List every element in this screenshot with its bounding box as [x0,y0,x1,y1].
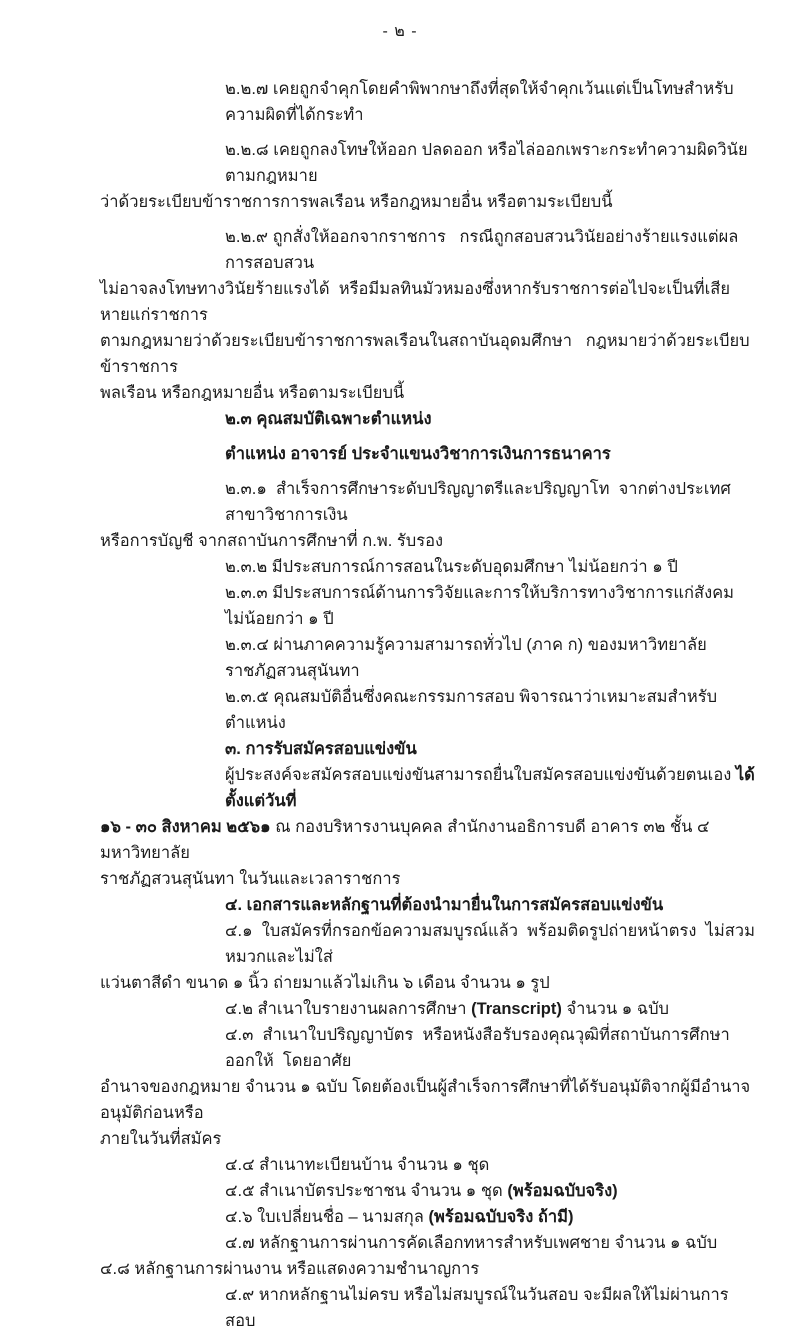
text-segment: ณ กองบริหารงานบุคคล สำนักงานอธิการบดี อาคาร ๓๒ ชั้น ๔ มหาวิทยาลัย [100,818,715,862]
text-segment-bold: (Transcript) [471,1000,562,1018]
text-segment: ๔.๙ หากหลักฐานไม่ครบ หรือไม่สมบูรณ์ในวันสอบ จะมีผลให้ไม่ผ่านการสอบ [225,1286,729,1330]
text-segment-bold: ๓. การรับสมัครสอบแข่งขัน [225,740,417,758]
text-segment-bold: ๒.๓ คุณสมบัติเฉพาะตำแหน่ง [225,410,432,428]
text-segment: ๔.๑ ใบสมัครที่กรอกข้อความสมบูรณ์แล้ว พร้อมติดรูปถ่ายหน้าตรง ไม่สวมหมวกและไม่ใส่ [225,922,755,966]
line-2-3-3 [100,580,756,632]
text-segment: ๔.๔ สำเนาทะเบียนบ้าน จำนวน ๑ ชุด [225,1156,490,1174]
heading-3 [100,736,756,762]
line-4-6 [100,1204,756,1230]
text-segment-bold: (พร้อมฉบับจริง ถ้ามี) [428,1208,574,1226]
line-3-dates [100,814,756,866]
line-4-3-cont-1 [100,1074,756,1126]
line-3-intro [100,762,756,814]
text-segment: ๔.๒ สำเนาใบรายงานผลการศึกษา [225,1000,472,1018]
line-2-2-8 [100,137,756,189]
text-segment: อำนาจของกฎหมาย จำนวน ๑ ฉบับ โดยต้องเป็นผู้สำเร็จการศึกษาที่ได้รับอนุมัติจากผู้มีอำนาจอนุมัติก่อนหรือ [100,1078,751,1122]
text-segment: ตามกฎหมายว่าด้วยระเบียบข้าราชการพลเรือนในสถาบันอุดมศึกษา กฎหมายว่าด้วยระเบียบข้าราชการ [100,332,750,376]
text-segment: จำนวน ๑ ฉบับ [561,1000,670,1018]
text-segment-bold: ๔. เอกสารและหลักฐานที่ต้องนำมายื่นในการสมัครสอบแข่งขัน [225,896,664,914]
text-segment: หรือการบัญชี จากสถาบันการศึกษาที่ ก.พ. รับรอง [100,532,444,550]
heading-2-3 [100,406,756,432]
text-segment: ผู้ประสงค์จะสมัครสอบแข่งขันสามารถยื่นใบสมัครสอบแข่งขันด้วยตนเอง [225,766,736,784]
text-segment: ๒.๓.๒ มีประสบการณ์การสอนในระดับอุดมศึกษา ไม่น้อยกว่า ๑ ปี [225,558,678,576]
text-segment: ๔.๖ ใบเปลี่ยนชื่อ – นามสกุล [225,1208,429,1226]
text-segment: ๒.๓.๕ คุณสมบัติอื่นซึ่งคณะกรรมการสอบ พิจารณาว่าเหมาะสมสำหรับตำแหน่ง [225,688,718,732]
text-segment-bold: ๑๖ - ๓๐ สิงหาคม ๒๕๖๑ [100,818,271,836]
line-2-2-9-cont-1 [100,276,756,328]
line-4-8 [100,1256,756,1282]
document-body [0,76,800,1334]
text-segment: ๔.๕ สำเนาบัตรประชาชน จำนวน ๑ ชุด [225,1182,508,1200]
line-2-2-9-cont-2 [100,328,756,380]
line-2-2-9 [100,224,756,276]
text-segment: ๒.๒.๙ ถูกสั่งให้ออกจากราชการ กรณีถูกสอบสวนวินัยอย่างร้ายแรงแต่ผลการสอบสวน [225,228,739,272]
text-segment: ราชภัฏสวนสุนันทา ในวันและเวลาราชการ [100,870,401,888]
line-4-1-cont [100,970,756,996]
text-segment: พลเรือน หรือกฎหมายอื่น หรือตามระเบียบนี้ [100,384,405,402]
text-segment: ๒.๒.๘ เคยถูกลงโทษให้ออก ปลดออก หรือไล่ออกเพราะกระทำความผิดวินัย ตามกฎหมาย [225,141,753,185]
text-segment: ว่าด้วยระเบียบข้าราชการการพลเรือน หรือกฎหมายอื่น หรือตามระเบียบนี้ [100,193,613,211]
text-segment: ๒.๒.๗ เคยถูกจำคุกโดยคำพิพากษาถึงที่สุดให้จำคุกเว้นแต่เป็นโทษสำหรับความผิดที่ได้กระทำ [225,80,734,124]
line-4-1 [100,918,756,970]
line-2-3-4 [100,632,756,684]
text-segment: แว่นตาสีดำ ขนาด ๑ นิ้ว ถ่ายมาแล้วไม่เกิน ๖ เดือน จำนวน ๑ รูป [100,974,550,992]
line-2-3-5 [100,684,756,736]
text-segment: ๒.๓.๑ สำเร็จการศึกษาระดับปริญญาตรีและปริญญาโท จากต่างประเทศ สาขาวิชาการเงิน [225,480,740,524]
line-2-3-1 [100,476,756,528]
text-segment-bold: ตำแหน่ง อาจารย์ ประจำแขนงวิชาการเงินการธนาคาร [225,445,611,463]
text-segment: ไม่อาจลงโทษทางวินัยร้ายแรงได้ หรือมีมลทินมัวหมองซึ่งหากรับราชการต่อไปจะเป็นที่เสียหายแก่ราชการ [100,280,731,324]
page-number: - ๒ - [382,23,418,40]
text-segment: ๔.๘ หลักฐานการผ่านงาน หรือแสดงความชำนาญการ [100,1260,480,1278]
line-3-cont [100,866,756,892]
line-4-7 [100,1230,756,1256]
line-4-3 [100,1022,756,1074]
line-4-2 [100,996,756,1022]
text-segment: ๒.๓.๓ มีประสบการณ์ด้านการวิจัยและการให้บริการทางวิชาการแก่สังคม ไม่น้อยกว่า ๑ ปี [225,584,739,628]
text-segment-bold: (พร้อมฉบับจริง) [507,1182,618,1200]
line-4-9 [100,1282,756,1334]
line-2-3-1-cont [100,528,756,554]
line-2-3-2 [100,554,756,580]
line-2-2-7 [100,76,756,128]
heading-4 [100,892,756,918]
text-segment-bold: ได้ตั้งแต่วันที่ [225,766,755,810]
line-4-3-cont-2 [100,1126,756,1152]
text-segment: ๔.๓ สำเนาใบปริญญาบัตร หรือหนังสือรับรองคุณวุฒิที่สถาบันการศึกษาออกให้ โดยอาศัย [225,1026,730,1070]
line-4-4 [100,1152,756,1178]
line-4-5 [100,1178,756,1204]
line-2-2-9-cont-3 [100,380,756,406]
text-segment: ภายในวันที่สมัคร [100,1130,222,1148]
line-2-2-8-cont [100,189,756,215]
heading-position [100,441,756,467]
text-segment: ๒.๓.๔ ผ่านภาคความรู้ความสามารถทั่วไป (ภาค ก) ของมหาวิทยาลัยราชภัฏสวนสุนันทา [225,636,707,680]
text-segment: ๔.๗ หลักฐานการผ่านการคัดเลือกทหารสำหรับเพศชาย จำนวน ๑ ฉบับ [225,1234,718,1252]
